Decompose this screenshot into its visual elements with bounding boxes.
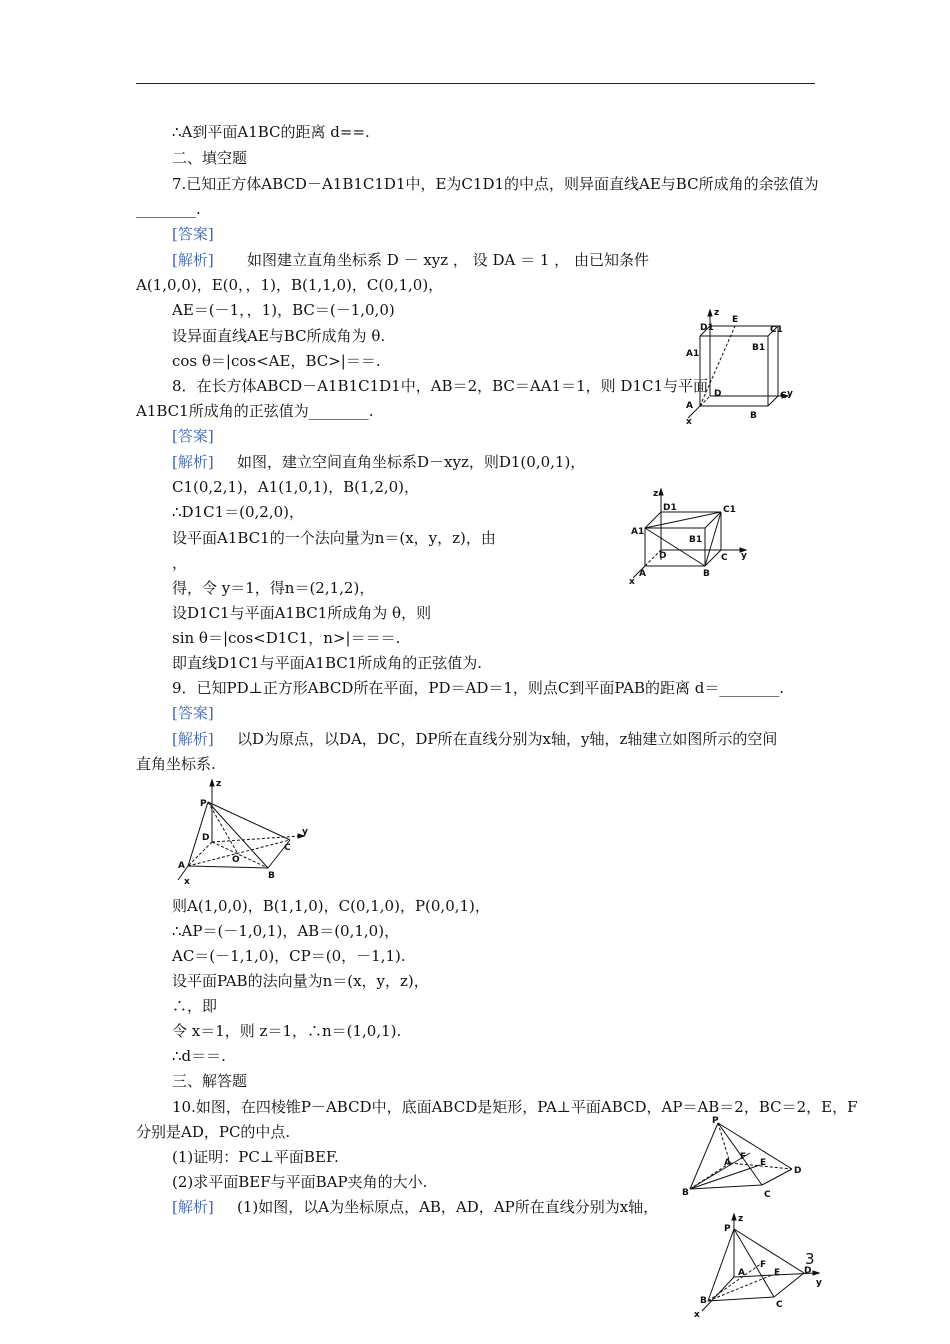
- label-a: A: [686, 401, 693, 411]
- label-f: F: [760, 1260, 767, 1270]
- label-z: z: [653, 489, 659, 499]
- label-y: y: [816, 1278, 822, 1288]
- label-d1: D1: [663, 503, 677, 513]
- label-a1: A1: [686, 349, 700, 359]
- text-line: 即直线D1C1与平面A1BC1所成角的正弦值为.: [172, 654, 483, 672]
- label-y: y: [787, 389, 793, 399]
- pyramid-figure: [682, 1115, 807, 1200]
- label-e: E: [760, 1158, 767, 1168]
- label-x: x: [686, 417, 692, 427]
- label-a1: A1: [631, 527, 645, 537]
- section-heading: 三、解答题: [172, 1072, 248, 1090]
- label-x: x: [629, 577, 635, 587]
- page-number: 3: [805, 1250, 815, 1268]
- text-line: (1)如图，以A为坐标原点，AB，AD，AP所在直线分别为x轴，: [222, 1198, 659, 1216]
- text-line: 设D1C1与平面A1BC1所成角为 θ，则: [172, 604, 432, 622]
- text-line: AE＝(－1，，1)，BC＝(－1,0,0): [172, 301, 395, 319]
- label-a: A: [724, 1158, 731, 1168]
- label-b1: B1: [689, 535, 703, 545]
- analysis-tag: [解析]: [172, 453, 214, 471]
- text-line: (1)证明：PC⊥平面BEF.: [172, 1148, 339, 1166]
- label-a: A: [738, 1268, 745, 1278]
- pyramid-figure: [170, 780, 320, 890]
- label-a: A: [639, 569, 646, 579]
- text-line: (2)求平面BEF与平面BAP夹角的大小.: [172, 1173, 428, 1191]
- label-b: B: [703, 569, 710, 579]
- text-line: ∴，即: [172, 997, 218, 1015]
- text-line: 分别是AD，PC的中点.: [136, 1123, 291, 1141]
- label-x: x: [694, 1310, 700, 1320]
- text-line: cos θ＝|cos<AE，BC>|＝＝.: [172, 352, 381, 370]
- text-line: ，: [172, 554, 188, 572]
- analysis-tag: [解析]: [172, 730, 214, 748]
- label-b: B: [700, 1296, 707, 1306]
- text-line: ∴D1C1＝(0,2,0)，: [172, 503, 305, 521]
- label-x: x: [184, 877, 190, 887]
- text-line: sin θ＝|cos<D1C1，n>|＝＝＝.: [172, 629, 401, 647]
- answer-tag: [答案]: [172, 427, 214, 445]
- label-p: P: [724, 1224, 731, 1234]
- label-y: y: [302, 827, 308, 837]
- label-d: D: [202, 833, 210, 843]
- label-e: E: [732, 315, 739, 325]
- answer-tag: [答案]: [172, 225, 214, 243]
- text-line: ________.: [136, 200, 201, 218]
- label-z: z: [714, 308, 720, 318]
- label-c: C: [721, 553, 728, 563]
- label-b: B: [750, 411, 757, 421]
- text-line: 得，令 y＝1，得n＝(2,1,2)，: [172, 579, 375, 597]
- section-heading: 二、填空题: [172, 149, 248, 167]
- label-c: C: [764, 1190, 771, 1200]
- text-line: 则A(1,0,0)，B(1,1,0)，C(0,1,0)，P(0,0,1)，: [172, 897, 490, 915]
- label-c1: C1: [770, 325, 783, 335]
- label-p: P: [200, 799, 207, 809]
- header-rule: [136, 83, 815, 84]
- label-o: O: [232, 855, 240, 865]
- label-f: F: [740, 1152, 747, 1162]
- text-line: 如图，建立空间直角坐标系D－xyz，则D1(0,0,1)，: [222, 453, 586, 471]
- label-y: y: [741, 551, 747, 561]
- label-b1: B1: [752, 343, 766, 353]
- label-c: C: [284, 843, 291, 853]
- analysis-tag: [解析]: [172, 1198, 214, 1216]
- text-line: ∴AP＝(－1,0,1)，AB＝(0,1,0)，: [172, 922, 400, 940]
- cuboid-figure: [625, 488, 755, 588]
- label-a: A: [178, 861, 185, 871]
- answer-tag: [答案]: [172, 704, 214, 722]
- label-z: z: [738, 1214, 744, 1224]
- label-c: C: [780, 391, 787, 401]
- text-line: 以D为原点，以DA，DC，DP所在直线分别为x轴，y轴，z轴建立如图所示的空间: [222, 730, 778, 748]
- label-b: B: [682, 1188, 689, 1198]
- label-d: D: [714, 389, 722, 399]
- label-d: D: [794, 1166, 802, 1176]
- text-line: ∴A到平面A1BC的距离 d==.: [172, 123, 370, 141]
- text-line: 设平面PAB的法向量为n＝(x，y，z)，: [172, 972, 429, 990]
- text-line: ∴d＝＝.: [172, 1047, 226, 1065]
- analysis-tag: [解析]: [172, 251, 214, 269]
- question-7: 7.已知正方体ABCD－A1B1C1D1中，E为C1D1的中点，则异面直线AE与BC所成角的余弦值为: [172, 175, 819, 193]
- label-b: B: [268, 871, 275, 881]
- text-line: A1BC1所成角的正弦值为________.: [136, 402, 374, 420]
- text-line: AC＝(－1,1,0)，CP＝(0，－1,1).: [172, 947, 406, 965]
- text-line: 设异面直线AE与BC所成角为 θ.: [172, 327, 386, 345]
- text-line: C1(0,2,1)，A1(1,0,1)，B(1,2,0)，: [172, 478, 420, 496]
- label-d: D: [659, 551, 667, 561]
- label-z: z: [216, 779, 222, 789]
- text-line: 如图建立直角坐标系 D － xyz ， 设 DA ＝ 1 ， 由已知条件: [232, 251, 649, 269]
- label-d1: D1: [700, 323, 714, 333]
- text-line: 设平面A1BC1的一个法向量为n＝(x，y，z)，由: [172, 529, 496, 547]
- text-line: A(1,0,0)，E(0，，1)，B(1,1,0)，C(0,1,0)，: [136, 276, 444, 294]
- label-c1: C1: [723, 505, 736, 515]
- question-8: 8．在长方体ABCD－A1B1C1D1中，AB＝2，BC＝AA1＝1，则 D1C1与平面: [172, 377, 709, 395]
- question-9: 9．已知PD⊥正方形ABCD所在平面，PD＝AD＝1，则点C到平面PAB的距离 d＝________.: [172, 679, 785, 697]
- question-10: 10.如图，在四棱锥P－ABCD中，底面ABCD是矩形，PA⊥平面ABCD，AP＝AB＝2，BC＝2，E，F: [172, 1098, 858, 1116]
- label-p: P: [712, 1116, 719, 1126]
- label-e: E: [774, 1268, 781, 1278]
- text-line: 令 x＝1，则 z＝1，∴n＝(1,0,1).: [172, 1022, 402, 1040]
- label-d: D: [804, 1266, 812, 1276]
- label-c: C: [776, 1300, 783, 1310]
- cube-figure: [680, 308, 800, 428]
- text-line: 直角坐标系.: [136, 755, 216, 773]
